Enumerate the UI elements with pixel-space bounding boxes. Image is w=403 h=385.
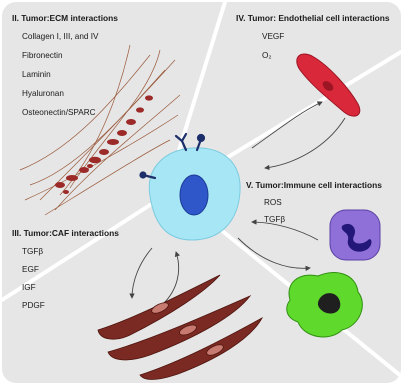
endothelial-item: VEGF [262,32,285,41]
neutrophil-icon [330,210,380,260]
ecm-item: Laminin [22,70,51,79]
tumor-cell [149,148,240,240]
endothelial-panel-title: IV. Tumor: Endothelial cell interactions [236,13,390,23]
ecm-item: Fibronectin [22,51,63,60]
ecm-panel-title: II. Tumor:ECM interactions [12,13,118,23]
caf-item: TGFβ [22,247,44,256]
caf-item: PDGF [22,301,45,310]
immune-item: ROS [264,198,282,207]
caf-item: IGF [22,283,36,292]
ecm-item: Osteonectin/SPARC [22,108,96,117]
caf-item: EGF [22,265,39,274]
tumor-nucleus [180,175,208,215]
immune-item: TGFβ [264,215,286,224]
immune-panel-title: V. Tumor:Immune cell interactions [246,180,382,190]
ecm-item: Hyaluronan [22,89,64,98]
endothelial-item: O₂ [262,51,272,60]
ecm-item: Collagen I, III, and IV [22,32,99,41]
caf-panel-title: III. Tumor:CAF interactions [12,228,119,238]
